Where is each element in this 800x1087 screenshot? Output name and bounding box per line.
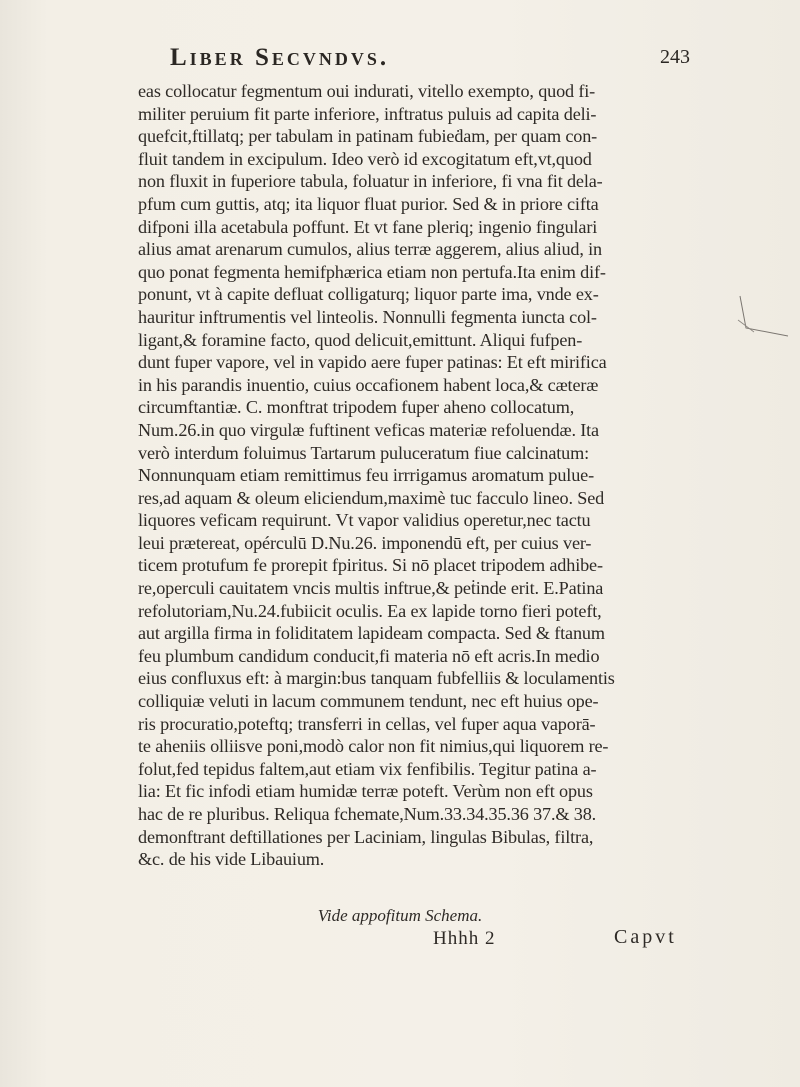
text-line: alius amat arenarum cumulos, alius terræ aggerem, alius aliud, in: [138, 239, 602, 260]
text-line: re,operculi cauitatem vncis multis inftrue,& peṫinde erit. E.Patina: [138, 578, 604, 599]
text-line: te aheniis olliisve poni,modò calor non fit nimius,qui liquorem re-: [138, 736, 609, 757]
text-line: feu plumbum candidum conducit,fi materia nō eft acris.In medio: [138, 645, 600, 666]
text-line: res,ad aquam & oleum eliciendum,maximè tuc facculo lineo. Sed: [138, 487, 605, 508]
text-line: non fluxit in fuperiore tabula, foluatur in inferiore, fi vna fit dela-: [138, 171, 603, 192]
text-line: dunt fuper vapore, vel in vapido aere fuper patinas: Et eft mirifica: [138, 352, 607, 373]
text-line: Num.26.in quo virgulæ fuftinent veficas materiæ refoluendæ. Ita: [138, 419, 599, 440]
text-line: refolutoriam,Nu.24.fubiicit oculis. Ea ex lapide torno fieri poteft,: [138, 600, 602, 621]
page-number: 243: [660, 46, 690, 68]
text-line: eius confluxus eft: à margin:bus tanquam fubfelliis & loculamentis: [138, 668, 615, 689]
text-line: ligant,& foramine facto, quod delicuit,emittunt. Aliqui fufpen-: [138, 329, 583, 350]
text-line: ponunt, vt à capite defluat colligaturq; liquor parte ima, vnde ex-: [138, 284, 599, 305]
text-line: lia: Et fic infodi etiam humidæ terræ poteft. Verùm non eft opus: [138, 781, 593, 802]
signature-mark: Hhhh 2: [433, 928, 496, 949]
text-line: quefcit,ftillatq; per tabulam in patinam fubieḋam, per quam con-: [138, 126, 598, 147]
text-line: pfum cum guttis, atq; ita liquor fluat purior. Sed & in priore cifta: [138, 193, 599, 214]
text-line: fluit tandem in excipulum. Ideo verò id excogitatum eft,vt,quod: [138, 148, 592, 169]
text-line: folut,fed tepidus faltem,aut etiam vix fenfibilis. Tegitur patina a-: [138, 758, 597, 779]
text-line: circumftantiæ. C. monftrat tripodem fuper aheno collocatum,: [138, 397, 575, 418]
text-line: aut argilla firma in foliditatem lapideam compacta. Sed & ftanum: [138, 623, 605, 644]
text-line: difponi illa acetabula poffunt. Et vt fane pleriq; ingenio fingulari: [138, 216, 598, 237]
text-line: hauritur inftrumentis vel linteolis. Nonnulli fegmenta iuncta col-: [138, 306, 597, 327]
margin-pencil-mark: [736, 290, 792, 360]
text-line: demonftrant deftillationes per Laciniam, lingulas Bibulas, filtra,: [138, 826, 594, 847]
catchword: Capvt: [614, 926, 677, 948]
text-line: in his parandis inuentio, cuius occafionem habent loca,& cæteræ: [138, 374, 599, 395]
running-title: Liber Secvndvs.: [170, 44, 390, 71]
text-line: eas collocatur fegmentum oui indurati, vitello exempto, quod fi-: [138, 81, 596, 101]
text-line: &c. de his vide Libauium.: [138, 849, 325, 870]
body-text: [138, 80, 686, 871]
text-line: ticem protufum fe prorepit fpiritus. Si nō placet tripodem adhibe-: [138, 555, 603, 576]
text-line: leui prætereat, opérculū D.Nu.26. imponendū eft, per cuius ver-: [138, 532, 592, 553]
text-line: militer peruium fit parte inferiore, inftratus puluis ad capita deli-: [138, 103, 597, 124]
running-head: [170, 44, 690, 78]
text-line: colliquiæ veluti in lacum communem tendunt, nec eft huius ope-: [138, 691, 599, 712]
text-line: hac de re pluribus. Reliqua fchemate,Num.33.34.35.36 37.& 38.: [138, 804, 597, 824]
text-line: liquores veficam requirunt. Vt vapor validius operetur,nec tactu: [138, 510, 591, 531]
figure-reference-caption: Vide appofitum Schema.: [317, 906, 483, 925]
text-line: quo ponat fegmenta hemifphærica etiam non pertufa.Ita enim dif-: [138, 261, 606, 282]
text-line: ris procuratio,poteftq; transferri in cellas, vel fuper aqua vaporā-: [138, 713, 596, 734]
text-line: Nonnunquam etiam remittimus feu irrrigamus aromatum pulue-: [138, 465, 594, 486]
text-line: verò interdum foluimus Tartarum puluceratum fiue calcinatum:: [138, 442, 590, 463]
